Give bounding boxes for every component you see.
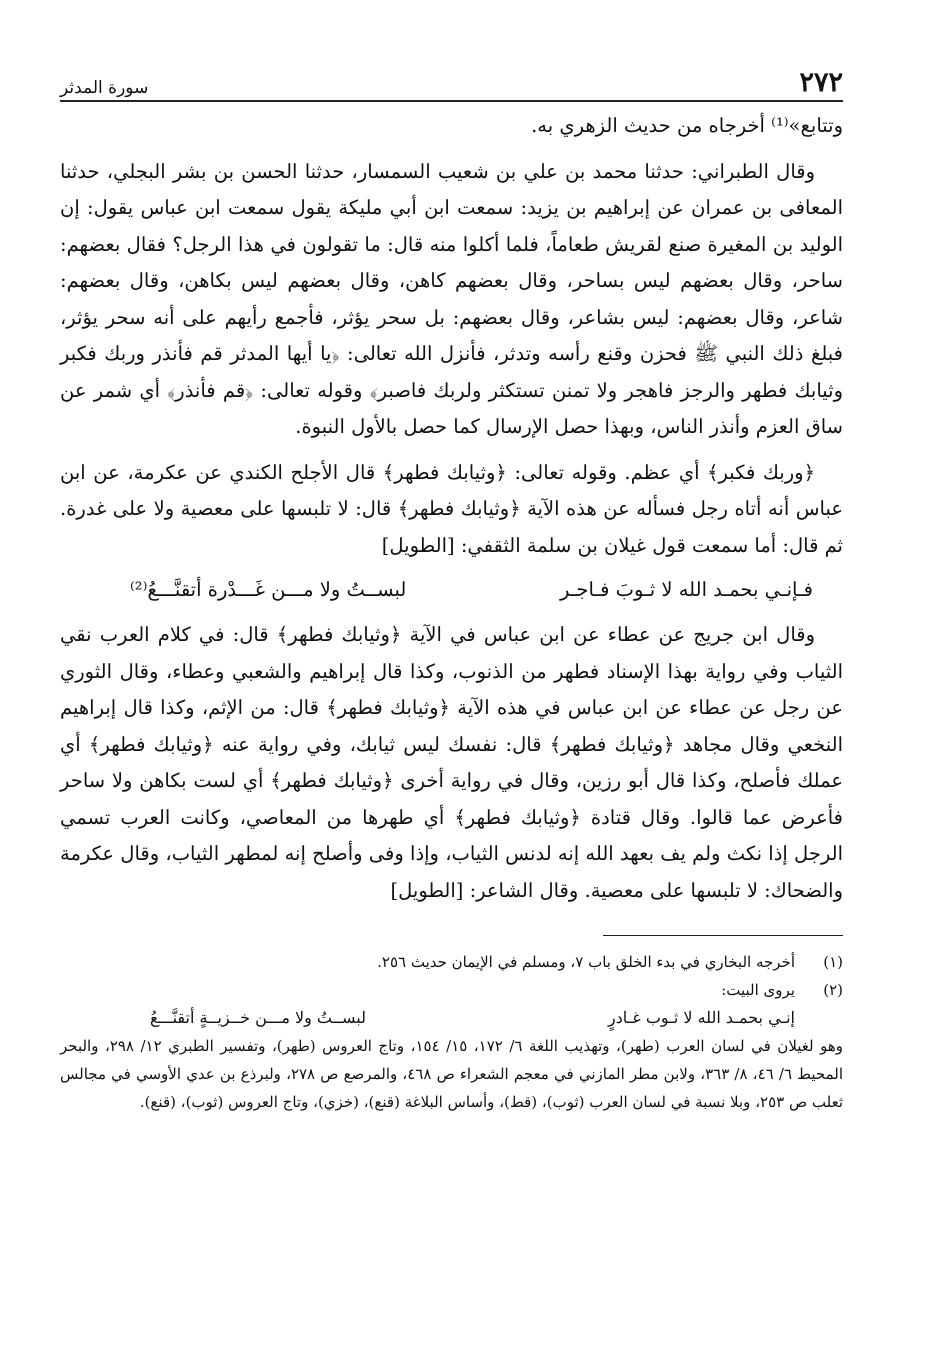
page-header (60, 58, 843, 102)
book-page (60, 58, 843, 1116)
footnote-number: (١) (823, 953, 843, 971)
footnote-verse-second: لبســتُ ولا مـــن خــزيــةٍ أتقنَّـــعُ (150, 1008, 366, 1027)
footnote-number: (٢) (823, 981, 843, 999)
verse-first-hemistich: فـإنـي بحمـد الله لا ثـوبَ فـاجـر (559, 578, 813, 601)
footnote-text: أخرجه البخاري في بدء الخلق باب ٧، ومسلم في الإيمان حديث ٢٥٦. (377, 953, 795, 971)
paragraph-wa-rabbaka: ﴿وربك فكبر﴾ أي عظم. وقوله تعالى: ﴿وثيابك فطهر﴾ قال الأجلح الكندي عن عكرمة، عن ابن عباس أنه أتاه رجل فسأله عن هذه الآية ﴿وثيابك فطهر﴾ قال: لا تلبسها على معصية ولا على غدرة. ثم قال: أما سمعت قول غيلان بن سلمة الثقفي: [الطويل] (60, 460, 843, 557)
footnote-verse-first: إنـي بحمـد الله لا ثـوب غـادرٍ (607, 1008, 795, 1027)
main-text (60, 108, 843, 909)
paragraph-ibn-jurayj: وقال ابن جريج عن عطاء عن ابن عباس في الآية ﴿وثيابك فطهر﴾ قال: في كلام العرب نقي الثياب وفي رواية بهذا الإسناد فطهر من الذنوب، وكذا قال إبراهيم والشعبي وعطاء، وقال الثوري عن رجل عن عطاء عن ابن عباس في هذه الآية ﴿وثيابك فطهر﴾ قال: من الإثم، وكذا قال إبراهيم النخعي وقال مجاهد ﴿وثيابك فطهر﴾ قال: نفسك ليس ثيابك، وفي رواية عنه ﴿وثيابك فطهر﴾ أي عملك فأصلح، وكذا قال أبو رزين، وقال في رواية أخرى ﴿وثيابك فطهر﴾ أي لست بكاهن ولا ساحر فأعرض عما قالوا. وقال قتادة ﴿وثيابك فطهر﴾ أي طهرها من المعاصي، وكانت العرب تسمي الرجل إذا نكث ولم يف بعهد الله إنه لدنس الثياب، وإذا وفى وأصلح إنه لمطهر الثياب، وقال عكرمة والضحاك: لا تلبسها على معصية. وقال الشاعر: [الطويل] (60, 623, 843, 902)
poetry-verse (60, 572, 843, 608)
footnote-2 (60, 976, 843, 1004)
footnote-1 (60, 948, 843, 976)
footnote-references: وهو لغيلان في لسان العرب (طهر)، وتهذيب اللغة ٦/ ١٧٢، ١٥/ ١٥٤، وتاج العروس (طهر)، وتفسير الطبري ١٢/ ٢٩٨، والبحر المحيط ٦/ ٤٦، ٨/ ٣٦٣، ولابن مطر المازني في معجم الشعراء ص ٤٦٨، والمرصع ص ٢٧٨، ولبرذع بن عدي الأوسي في مجالس ثعلب ص ٢٥٣، وبلا نسبة في لسان العرب (ثوب)، (قط)، وأساس البلاغة (قنع)، (خزي)، وتاج العروس (ثوب)، (قنع). (60, 1037, 844, 1111)
verse-second-hemistich: لبســتُ ولا مـــن غَـــدْرة أتقنَّـــعُ⁽²⁾ (130, 578, 407, 601)
footnotes (60, 948, 843, 1116)
surah-title: سورة المدثر (60, 78, 149, 98)
footnote-text: يروى البيت: (721, 981, 795, 999)
footnote-divider (603, 935, 843, 936)
paragraph-continuation: وتتابع»⁽¹⁾ أخرجاه من حديث الزهري به. (531, 114, 843, 137)
footnote-verse (60, 1004, 843, 1032)
page-number: ٢٧٢ (799, 67, 843, 98)
paragraph-tabarani-narration: وقال الطبراني: حدثنا محمد بن علي بن شعيب السمسار، حدثنا الحسن بن بشر البجلي، حدثنا المعافى بن عمران عن إبراهيم بن يزيد: سمعت ابن أبي مليكة يقول سمعت ابن عباس يقول: إن الوليد بن المغيرة صنع لقريش طعاماً، فلما أكلوا منه قال: ما تقولون في هذا الرجل؟ فقال بعضهم: ساحر، وقال بعضهم ليس بساحر، وقال بعضهم كاهن، وقال بعضهم ليس بكاهن، وقال بعضهم: شاعر، وقال بعضهم: ليس بشاعر، وقال بعضهم: بل سحر يؤثر، فأجمع رأيهم على أنه سحر يؤثر، فبلغ ذلك النبي ﷺ فحزن وقنع رأسه وتدثر، فأنزل الله تعالى: ﴿يا أيها المدثر قم فأنذر وربك فكبر وثيابك فطهر والرجز فاهجر ولا تمنن تستكثر ولربك فاصبر﴾ وقوله تعالى: ﴿قم فأنذر﴾ أي شمر عن ساق العزم وأنذر الناس، وبهذا حصل الإرسال كما حصل بالأول النبوة. (60, 159, 843, 438)
